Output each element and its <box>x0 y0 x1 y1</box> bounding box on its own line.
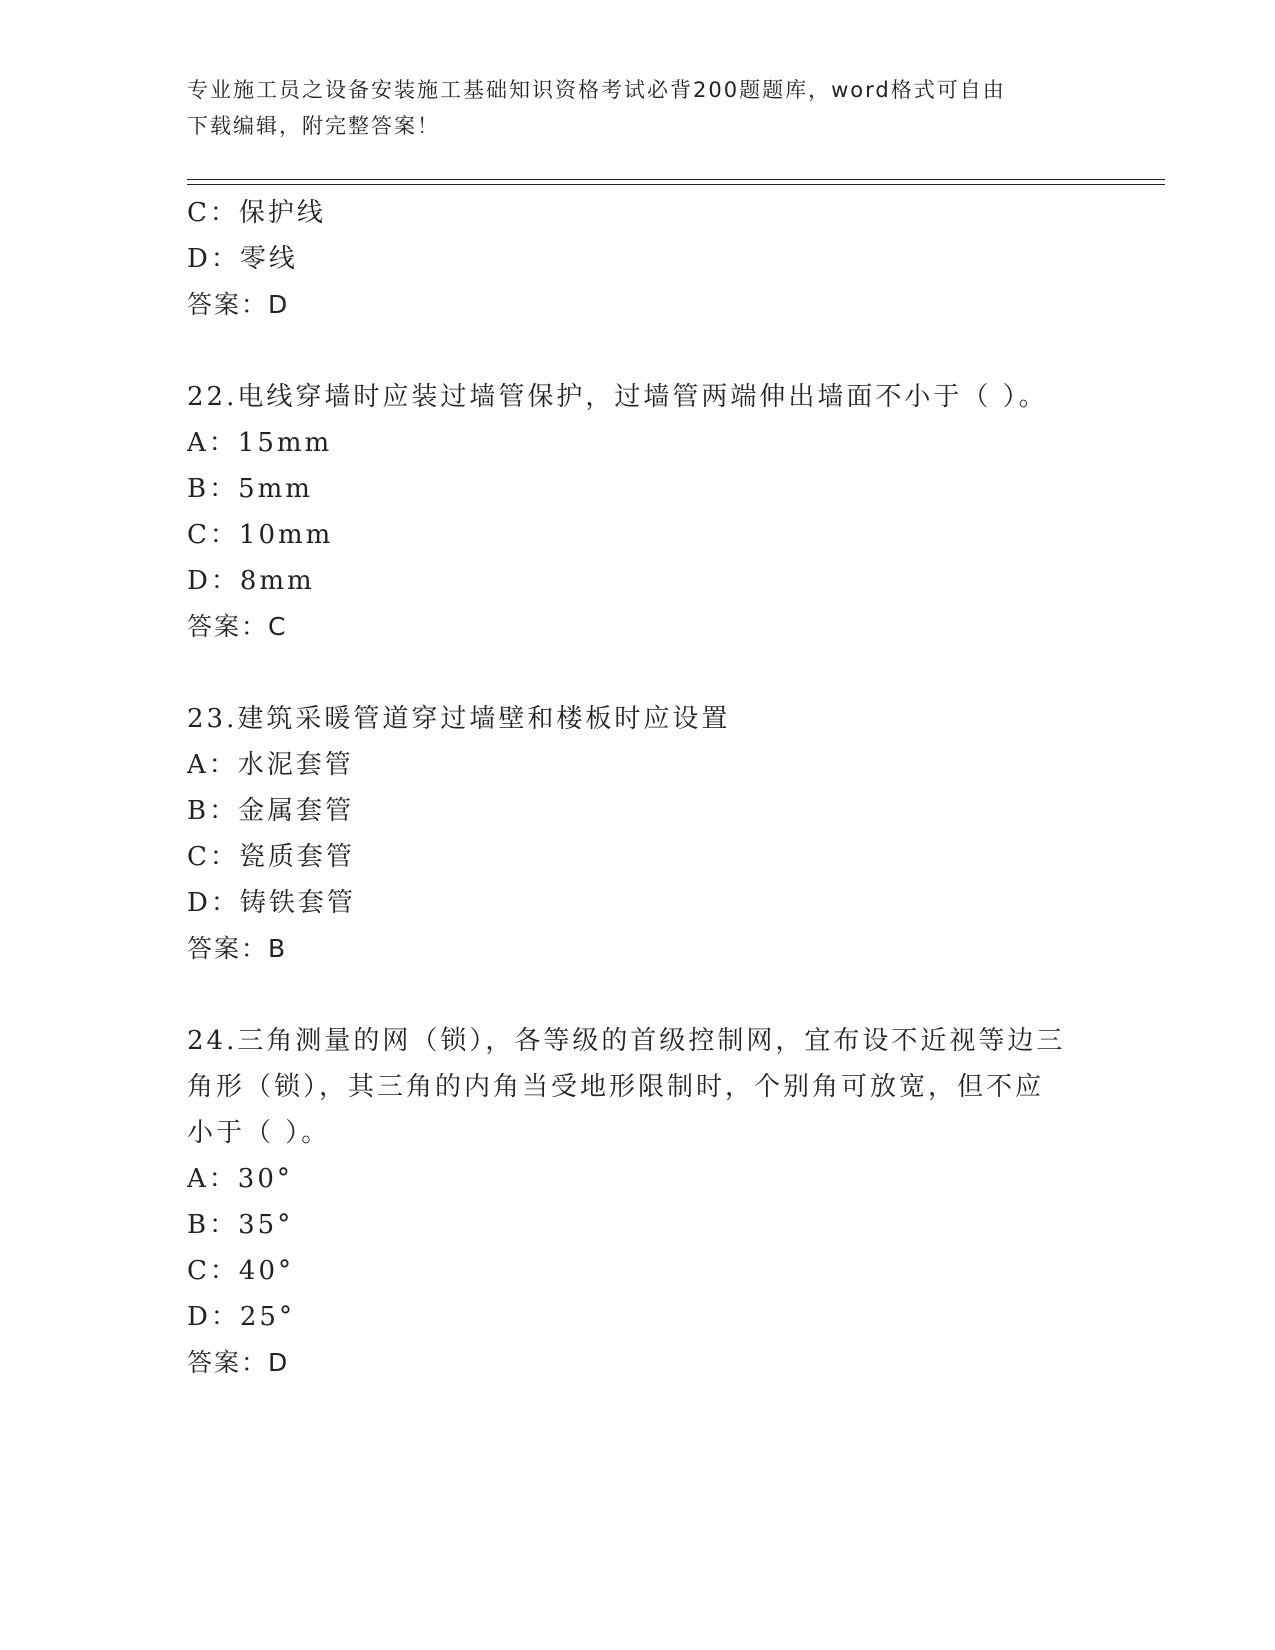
answer-line: 答案：C <box>187 612 288 641</box>
option-b: B：金属套管 <box>187 796 355 826</box>
spacer <box>187 972 1167 1018</box>
question-text: 22.电线穿墙时应装过墙管保护，过墙管两端伸出墙面不小于（ ）。 <box>187 382 1048 412</box>
question-text: 23.建筑采暖管道穿过墙壁和楼板时应设置 <box>187 704 731 734</box>
option-d: D：零线 <box>187 244 298 274</box>
question-23 <box>187 696 1167 972</box>
spacer <box>187 650 1167 696</box>
option-a: A：30° <box>187 1164 293 1194</box>
header-line-1: 专业施工员之设备安装施工基础知识资格考试必背200题题库，word格式可自由 <box>187 78 1006 102</box>
option-d: D：铸铁套管 <box>187 888 356 918</box>
answer-line: 答案：D <box>187 1348 290 1377</box>
option-d: D：8mm <box>187 566 315 596</box>
option-a: A：15mm <box>187 428 333 458</box>
question-text-line-1: 24.三角测量的网（锁），各等级的首级控制网，宜布设不近视等边三 <box>187 1026 1066 1056</box>
question-text-line-3: 小于（ ）。 <box>187 1118 331 1148</box>
option-b: B：35° <box>187 1210 294 1240</box>
question-text-line-2: 角形（锁），其三角的内角当受地形限制时，个别角可放宽，但不应 <box>187 1072 1045 1102</box>
option-c: C：保护线 <box>187 198 326 228</box>
option-c: C：10mm <box>187 520 334 550</box>
question-24 <box>187 1018 1167 1386</box>
document-header <box>187 72 1087 144</box>
answer-line: 答案：B <box>187 934 288 963</box>
answer-line: 答案：D <box>187 290 290 319</box>
header-line-2: 下载编辑，附完整答案！ <box>187 114 440 138</box>
option-c: C：40° <box>187 1256 294 1286</box>
spacer <box>187 328 1167 374</box>
question-fragment <box>187 190 1167 328</box>
question-content <box>187 190 1167 1386</box>
option-c: C：瓷质套管 <box>187 842 355 872</box>
header-divider-bottom <box>187 184 1165 185</box>
option-b: B：5mm <box>187 474 313 504</box>
option-a: A：水泥套管 <box>187 750 354 780</box>
question-22 <box>187 374 1167 650</box>
header-divider-top <box>187 179 1165 180</box>
option-d: D：25° <box>187 1302 295 1332</box>
